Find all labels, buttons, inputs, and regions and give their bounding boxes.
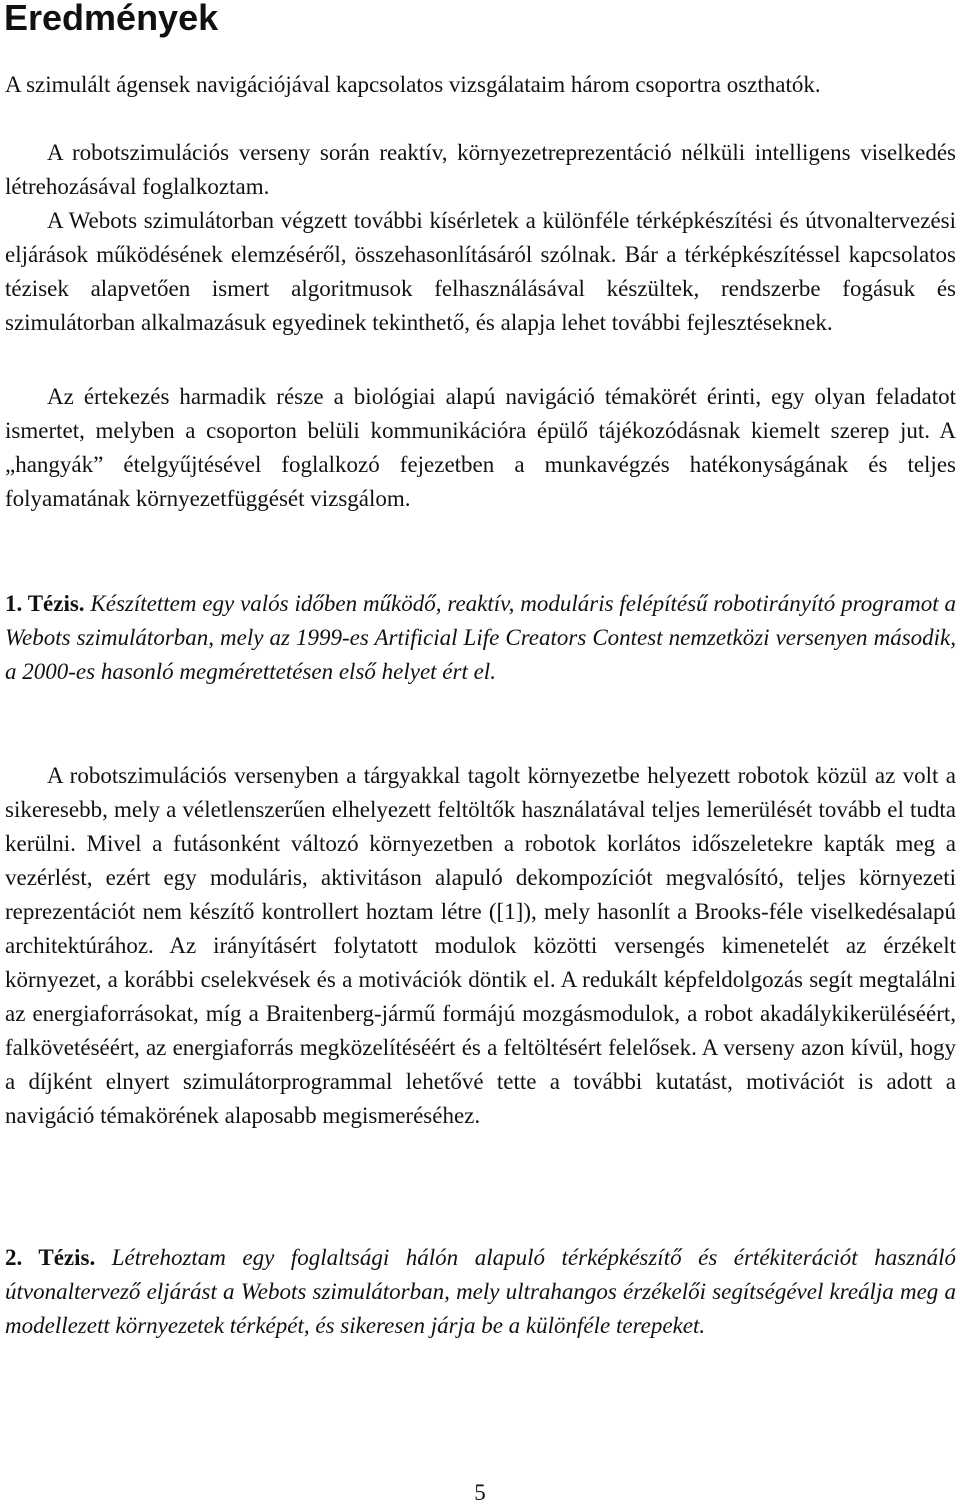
section-heading: Eredmények: [4, 0, 219, 38]
intro-paragraph-1: A szimulált ágensek navigációjával kapcsolatos vizsgálataim három csoportra oszthatók.: [5, 72, 821, 97]
thesis-1: [5, 587, 956, 689]
intro-paragraph-3: A Webots szimulátorban végzett további kísérletek a különféle térképkészítési és útvonaltervezési eljárások működésének elemzéséről, összehasonlításáról szólnak. Bár a térképkészítéssel kapcsolatos tézisek alapvetően ismert algoritmusok felhasználásával készültek, rendszerbe fogásuk és szimulátorban alkalmazásuk egyedinek tekinthető, és alapja lehet további fejlesztéseknek.: [5, 208, 956, 335]
thesis-2: [5, 1241, 956, 1343]
thesis-2-statement: Létrehoztam egy foglaltsági hálón alapuló térképkészítő és értékiterációt használó útvonaltervező eljárást a Webots szimulátorban, mely ultrahangos érzékelői segítségével kreálja meg a modellezett környezetek térképét, és sikeresen járja be a különféle terepeket.: [5, 1245, 957, 1338]
thesis-1-explanation: A robotszimulációs versenyben a tárgyakkal tagolt környezetbe helyezett robotok közül az volt a sikeresebb, mely a véletlenszerűen elhelyezett feltöltők használatával teljes lemerülését tovább el tudta kerülni. Mivel a futásonként változó környezetben a robotok korlátos időszeletekre kapták meg a vezérlést, ezért egy moduláris, aktivitáson alapuló dekompozíciót megvalósító, teljes környezeti reprezentációt nem készítő kontrollert hoztam létre ([1]), mely hasonlít a Brooks-féle viselkedésalapú architektúrához. Az irányításért folytatott modulok közötti versengés kimenetelét az érzékelt környezet, a korábbi cselekvések és a motivációk döntik el. A redukált képfeldolgozás segít megtalálni az energiaforrásokat, míg a Braitenberg-jármű formájú mozgásmodulok, a robot akadálykikerüléséért, falkövetéséért, az energiaforrás megközelítéséért és a feltöltésért felelősek. A verseny azon kívül, hogy a díjként elnyert szimulátorprogrammal lehetővé tette a további kutatást, motivációt is adott a navigáció témakörének alaposabb megismeréséhez.: [5, 763, 956, 1128]
thesis-1-statement: Készítettem egy valós időben működő, reaktív, moduláris felépítésű robotirányító programot a Webots szimulátorban, mely az 1999-es Artificial Life Creators Contest nemzetközi versenyen második, a 2000-es hasonló megmérettetésen első helyet ért el.: [5, 591, 956, 684]
intro-paragraph-4: Az értekezés harmadik része a biológiai alapú navigáció témakörét érinti, egy olyan feladatot ismertet, melyben a csoporton belüli kommunikációra épülő tájékozódásnak kiemelt szerep jut. A „hangyák” ételgyűjtésével foglalkozó fejezetben a munkavégzés hatékonyságának és teljes folyamatának környezetfüggését vizsgálom.: [5, 384, 956, 511]
intro-paragraph-2: A robotszimulációs verseny során reaktív, környezetreprezentáció nélküli intelligens viselkedés létrehozásával foglalkoztam.: [5, 140, 956, 199]
thesis-2-number: 2. Tézis.: [5, 1245, 96, 1270]
thesis-1-number: 1. Tézis.: [5, 591, 85, 616]
page-number: 5: [474, 1480, 486, 1505]
